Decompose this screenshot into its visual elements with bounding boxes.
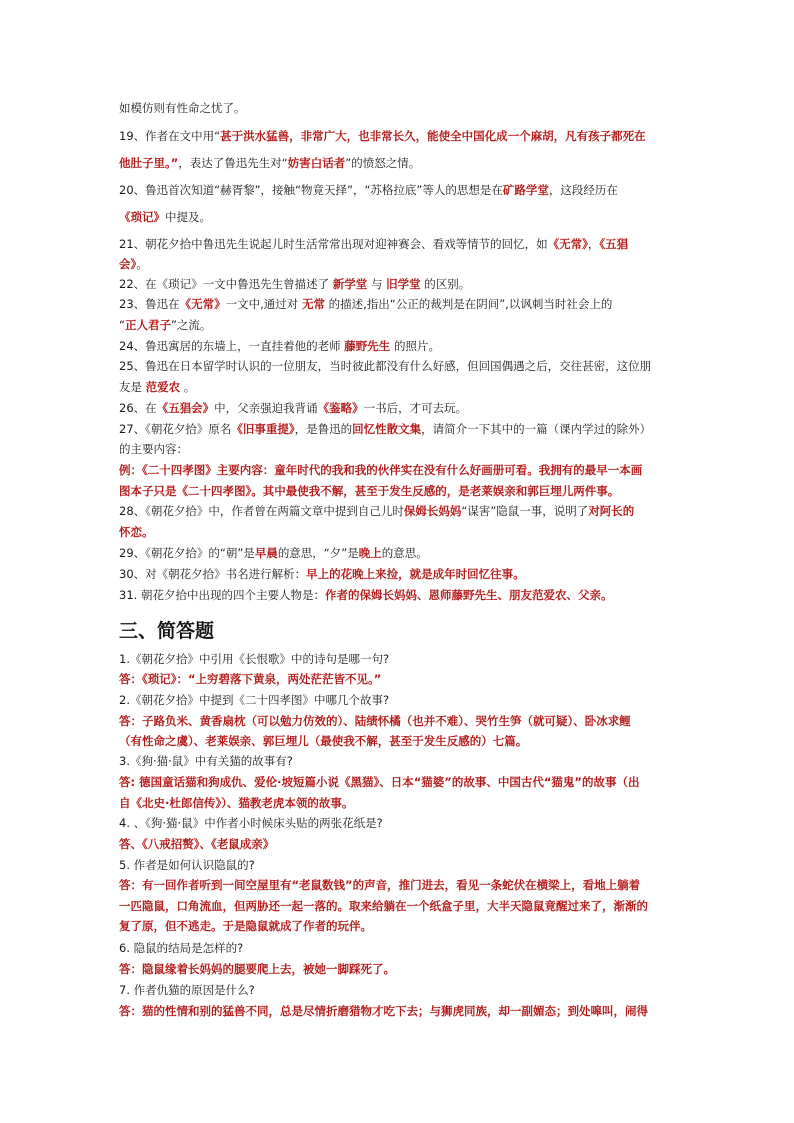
answer-text: 自《北史·杜郎信传》）、猫教老虎本领的故事。 — [119, 796, 354, 810]
answer-text: 例：《二十四孝图》主要内容：童年时代的我和我的伙伴实在没有什么好画册可看。我拥有的最早一本画 — [119, 463, 643, 477]
question-text: 友是 — [119, 380, 146, 394]
text-line — [119, 733, 679, 749]
text-line — [119, 524, 679, 540]
text-line — [119, 400, 679, 416]
question-text: ”的愤怒之情。 — [345, 156, 421, 170]
answer-text: 图本子只是《二十四孝图》。其中最使我不解，甚至于发生反感的，是老莱娱亲和郭巨埋儿两件事。 — [119, 484, 620, 498]
text-line — [119, 671, 679, 687]
answer-text: 答：隐鼠缘着长妈妈的腿要爬上去，被她一脚踩死了。 — [119, 962, 395, 976]
text-line — [119, 857, 679, 873]
text-line — [119, 421, 679, 437]
question-text: 30、对《朝花夕拾》书名进行解析： — [119, 567, 307, 581]
answer-text: 一匹隐鼠，口角流血，但两胁还一起一落的。取来给躺在一个纸盒子里，大半天隐鼠竟醒过来了，渐渐的 — [119, 899, 648, 913]
answer-text: 早晨 — [254, 546, 278, 560]
text-line — [119, 545, 679, 561]
question-text: 23、鲁迅在 — [119, 297, 180, 311]
text-line — [119, 753, 679, 769]
answer-text: 藤野先生 — [344, 339, 391, 353]
text-line — [119, 276, 679, 292]
section-heading: 三、简答题 — [119, 620, 215, 642]
answer-text: 回忆性散文集 — [352, 422, 422, 436]
question-text: 的主要内容： — [119, 442, 188, 456]
question-text: ， — [587, 237, 600, 251]
text-line — [119, 982, 679, 998]
question-text: 7. 作者仇猫的原因是什么? — [119, 983, 255, 997]
question-text: 22、在《琐记》一文中鲁迅先生曾描述了 — [119, 277, 333, 291]
question-text: 。 — [180, 380, 196, 394]
question-text: 6. 隐鼠的结局是怎样的? — [119, 941, 244, 955]
text-line — [119, 317, 679, 333]
text-line — [119, 441, 679, 457]
answer-text: 范爱农 — [145, 380, 181, 394]
question-text: ”之流。 — [170, 318, 212, 332]
question-text: 与 — [367, 277, 387, 291]
text-line — [119, 566, 679, 582]
question-text: 27、《朝花夕拾》原名 — [119, 422, 232, 436]
answer-text: 《旧事重提》 — [231, 422, 295, 436]
question-text: ，这段经历在 — [548, 183, 618, 197]
question-text: ，请简介一下其中的一篇（课内学过的除外） — [421, 422, 652, 436]
question-text: 29、《朝花夕拾》的“朝”是 — [119, 546, 255, 560]
question-text: 19、作者在文中用“ — [119, 129, 221, 143]
text-line — [119, 462, 679, 478]
question-text: 4. 、《狗·猫·鼠》中作者小时候床头贴的两张花纸是? — [119, 816, 383, 830]
text-line — [119, 918, 679, 934]
answer-text: 早上的花晚上来捡，就是成年时回忆往事。 — [306, 567, 525, 581]
text-line — [119, 236, 679, 252]
answer-text: 《五猖会》 — [156, 401, 215, 415]
question-text: ，表达了鲁迅先生对“ — [178, 156, 288, 170]
answer-text: 《无常》 — [547, 237, 588, 251]
answer-text: 妨害白话者 — [287, 156, 346, 170]
text-line — [119, 1003, 679, 1019]
answer-text: 答: 德国童话猫和狗成仇、爱伦·坡短篇小说《黑猫》、日本“猫婆”的故事、中国古代“猫鬼”的故事（出 — [119, 775, 640, 789]
question-text: 。 — [136, 257, 148, 271]
text-line — [119, 587, 679, 603]
question-text: ，是鲁迅的 — [294, 422, 353, 436]
answer-text: 会》 — [119, 257, 137, 271]
question-text: 的照片。 — [390, 339, 440, 353]
question-text: 3.《狗·猫·鼠》中有关猫的故事有? — [119, 754, 293, 768]
text-line — [119, 713, 679, 729]
question-text: “谋害”隐鼠一事，说明了 — [461, 504, 589, 518]
answer-text: 《琐记》 — [119, 210, 165, 224]
text-line — [119, 961, 679, 977]
answer-text: 正人君子 — [124, 318, 171, 332]
question-text: 的描述,指出“公正的裁判是在阴间”,以讽刺当时社会上的 — [324, 297, 613, 311]
answer-text: 晚上 — [358, 546, 382, 560]
text-line — [119, 379, 679, 395]
question-text: 的区别。 — [420, 277, 471, 291]
answer-text: 答：有一回作者听到一间空屋里有“老鼠数钱”的声音，推门进去，看见一条蛇伏在横梁上，看地上躺着 — [119, 878, 641, 892]
answer-text: 保姆长妈妈 — [403, 504, 462, 518]
answer-text: 答：子路负米、黄香扇枕（可以勉力仿效的）、陆绩怀橘（也并不难）、哭竹生笋（就可疑）、卧冰求鲤 — [119, 714, 631, 728]
text-line — [119, 651, 679, 667]
question-text: 的意思，“夕”是 — [277, 546, 359, 560]
text-line — [119, 256, 679, 272]
text-line — [119, 774, 679, 790]
answer-text: 矿路学堂 — [502, 183, 549, 197]
text-line — [119, 128, 679, 144]
question-text: 2.《朝花夕拾》中提到《二十四孝图》中哪几个故事? — [119, 693, 390, 707]
answer-text: 新学堂 — [332, 277, 368, 291]
text-line — [119, 483, 679, 499]
text-line — [119, 877, 679, 893]
answer-text: 答：《琐记》：“上穷碧落下黄泉，两处茫茫皆不见。” — [119, 672, 382, 686]
text-line — [119, 296, 679, 312]
question-text: 20、鲁迅首次知道“赫胥黎”，接触“物竟天择”，“苏格拉底”等人的思想是在 — [119, 183, 503, 197]
text-line — [119, 815, 679, 831]
answer-text: （有性命之虞）、老莱娱亲、郭巨埋儿（最使我不解，甚至于发生反感的）七篇。 — [119, 734, 528, 748]
answer-text: 作者的保姆长妈妈、恩师藤野先生、朋友范爱农、父亲。 — [324, 588, 613, 602]
answer-text: 他肚子里。” — [119, 156, 179, 170]
question-text: 5. 作者是如何认识隐鼠的? — [119, 858, 255, 872]
answer-text: 复了原，但不逃走。于是隐鼠就成了作者的玩伴。 — [119, 919, 372, 933]
text-line — [119, 898, 679, 914]
answer-text: 对阿长的 — [588, 504, 635, 518]
question-text: 如模仿则有性命之忧了。 — [119, 101, 246, 115]
text-line — [119, 358, 679, 374]
text-line — [119, 692, 679, 708]
text-line — [119, 503, 679, 519]
text-line — [119, 836, 679, 852]
text-line — [119, 795, 679, 811]
question-text: 中，父亲强迫我背诵 — [214, 401, 318, 415]
question-text: 31. 朝花夕拾中出现的四个主要人物是： — [119, 588, 325, 602]
text-line — [119, 338, 679, 354]
answer-text: 《鉴略》 — [317, 401, 364, 415]
question-text: 26、在 — [119, 401, 157, 415]
question-text: 一文中,通过对 — [225, 297, 302, 311]
question-text: 28、《朝花夕拾》中，作者曾在两篇文章中提到自己儿时 — [119, 504, 404, 518]
answer-text: 《无常》 — [179, 297, 226, 311]
answer-text: 答、《八戒招赘》、《老鼠成亲》 — [119, 837, 275, 851]
text-line — [119, 155, 679, 171]
answer-text: 无常 — [301, 297, 325, 311]
question-text: 25、鲁迅在日本留学时认识的一位朋友，当时彼此都没有什么好感，但回国偶遇之后，交往甚密，这位朋 — [119, 359, 652, 373]
answer-text: 《五猖 — [599, 237, 629, 251]
question-text: 一书后，才可去玩。 — [363, 401, 468, 415]
text-line — [119, 940, 679, 956]
answer-text: 旧学堂 — [386, 277, 421, 291]
text-line — [119, 182, 679, 198]
question-text: 24、鲁迅寓居的东墙上，一直挂着他的老师 — [119, 339, 345, 353]
answer-text: 甚于洪水猛兽，非常广大，也非常长久，能使全中国化成一个麻胡，凡有孩子都死在 — [220, 129, 646, 143]
answer-text: 怀恋。 — [119, 525, 154, 539]
question-text: “ — [119, 318, 125, 332]
question-text: 的意思。 — [381, 546, 428, 560]
text-line — [119, 100, 679, 116]
question-text: 1.《朝花夕拾》中引用《长恨歌》中的诗句是哪一句? — [119, 652, 390, 666]
answer-text: 答：猫的性情和别的猛兽不同，总是尽情折磨猎物才吃下去；与狮虎同族，却一副媚态；到处嗥叫，闹得 — [119, 1004, 648, 1018]
question-text: 中提及。 — [165, 210, 211, 224]
text-line — [119, 209, 679, 225]
question-text: 21、朝花夕拾中鲁迅先生说起儿时生活常常出现对迎神赛会、看戏等情节的回忆，如 — [119, 237, 548, 251]
